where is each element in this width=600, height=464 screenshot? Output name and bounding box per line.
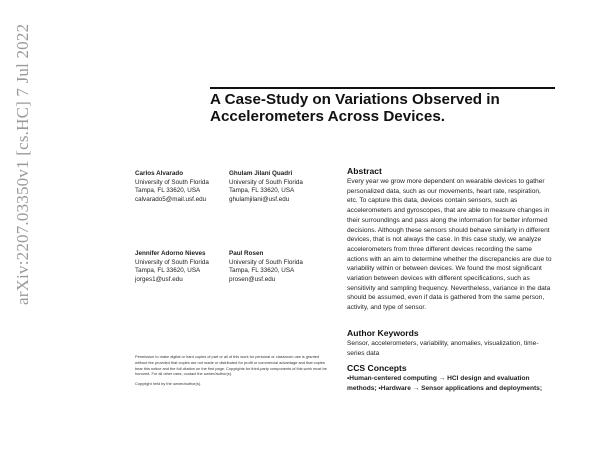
author-block: [229, 170, 329, 204]
author-location: Tampa, FL 33620, USA: [135, 187, 201, 195]
author-location: Tampa, FL 33620, USA: [229, 267, 295, 275]
keywords-heading: Author Keywords: [347, 328, 419, 338]
copyright-text: Copyright held by the owner/author(s).: [135, 381, 202, 387]
author-block: [135, 250, 235, 284]
author-name: Carlos Alvarado: [135, 170, 184, 177]
author-name: Paul Rosen: [229, 250, 264, 257]
author-affiliation: University of South Florida: [135, 258, 209, 266]
permission-notice: [135, 354, 331, 391]
keywords-text: Sensor, accelerometers, variability, anomalies, visualization, time-series data: [347, 340, 539, 357]
author-affiliation: University of South Florida: [135, 178, 209, 186]
keywords-section: [347, 328, 552, 358]
ccs-heading: CCS Concepts: [347, 363, 407, 373]
ccs-section: [347, 363, 552, 393]
author-block: [229, 250, 329, 284]
author-email[interactable]: calvarado5@mail.usf.edu: [135, 195, 207, 203]
author-name: Jennifer Adorno Nieves: [135, 250, 206, 257]
abstract-text: Every year we grow more dependent on wearable devices to gather personalized data, such as our movements, heart rate, respiration, etc. To capture this data, devices contain sensors, such as accelerometers and gyroscopes, that are able to measure changes in their surroundings and pass along the information for better informed decisions. Although these sensors should behave similarly in different devices, that is not always the case. In this case study, we analyze accelerometers from three different devices recording the same actions with an aim to determine whether the discrepancies are due to variability within or between devices. We found the most significant variation between devices with different specifications, such as sensitivity and sampling frequency. Nevertheless, variance in the data should be assumed, even if data is gathered from the same person, activity, and type of sensor.: [347, 178, 552, 312]
abstract-heading: Abstract: [347, 166, 382, 176]
arxiv-identifier-text: arXiv:2207.03350v1 [cs.HC] 7 Jul 2022: [13, 23, 32, 305]
author-email[interactable]: ghulamjilani@usf.edu: [229, 195, 290, 203]
author-affiliation: University of South Florida: [229, 178, 303, 186]
paper-title: A Case-Study on Variations Observed in Accelerometers Across Devices.: [210, 91, 500, 125]
author-email[interactable]: jorges1@usf.edu: [135, 275, 183, 283]
author-affiliation: University of South Florida: [229, 258, 303, 266]
author-location: Tampa, FL 33620, USA: [135, 267, 201, 275]
abstract-section: [347, 166, 552, 313]
author-email[interactable]: prosen@usf.edu: [229, 275, 276, 283]
author-block: [135, 170, 235, 204]
ccs-text: [347, 374, 552, 393]
author-name: Ghulam Jilani Quadri: [229, 170, 293, 177]
author-location: Tampa, FL 33620, USA: [229, 187, 295, 195]
arxiv-identifier: [10, 20, 36, 305]
ccs-text-content: •Human-centered computing → HCI design and evaluation methods; •Hardware → Sensor applications and deployments;: [347, 375, 543, 392]
title-rule: [210, 87, 555, 89]
permission-text: Permission to make digital or hard copies of part or all of this work for personal or classroom use is granted without fee provided that copies are not made or distributed for profit or commercial advantage and that copies bear this notice and the full citation on the first page. Copyrights for third-party components of this work must be honored. For all other uses, contact the owner/author(s).: [135, 354, 327, 377]
